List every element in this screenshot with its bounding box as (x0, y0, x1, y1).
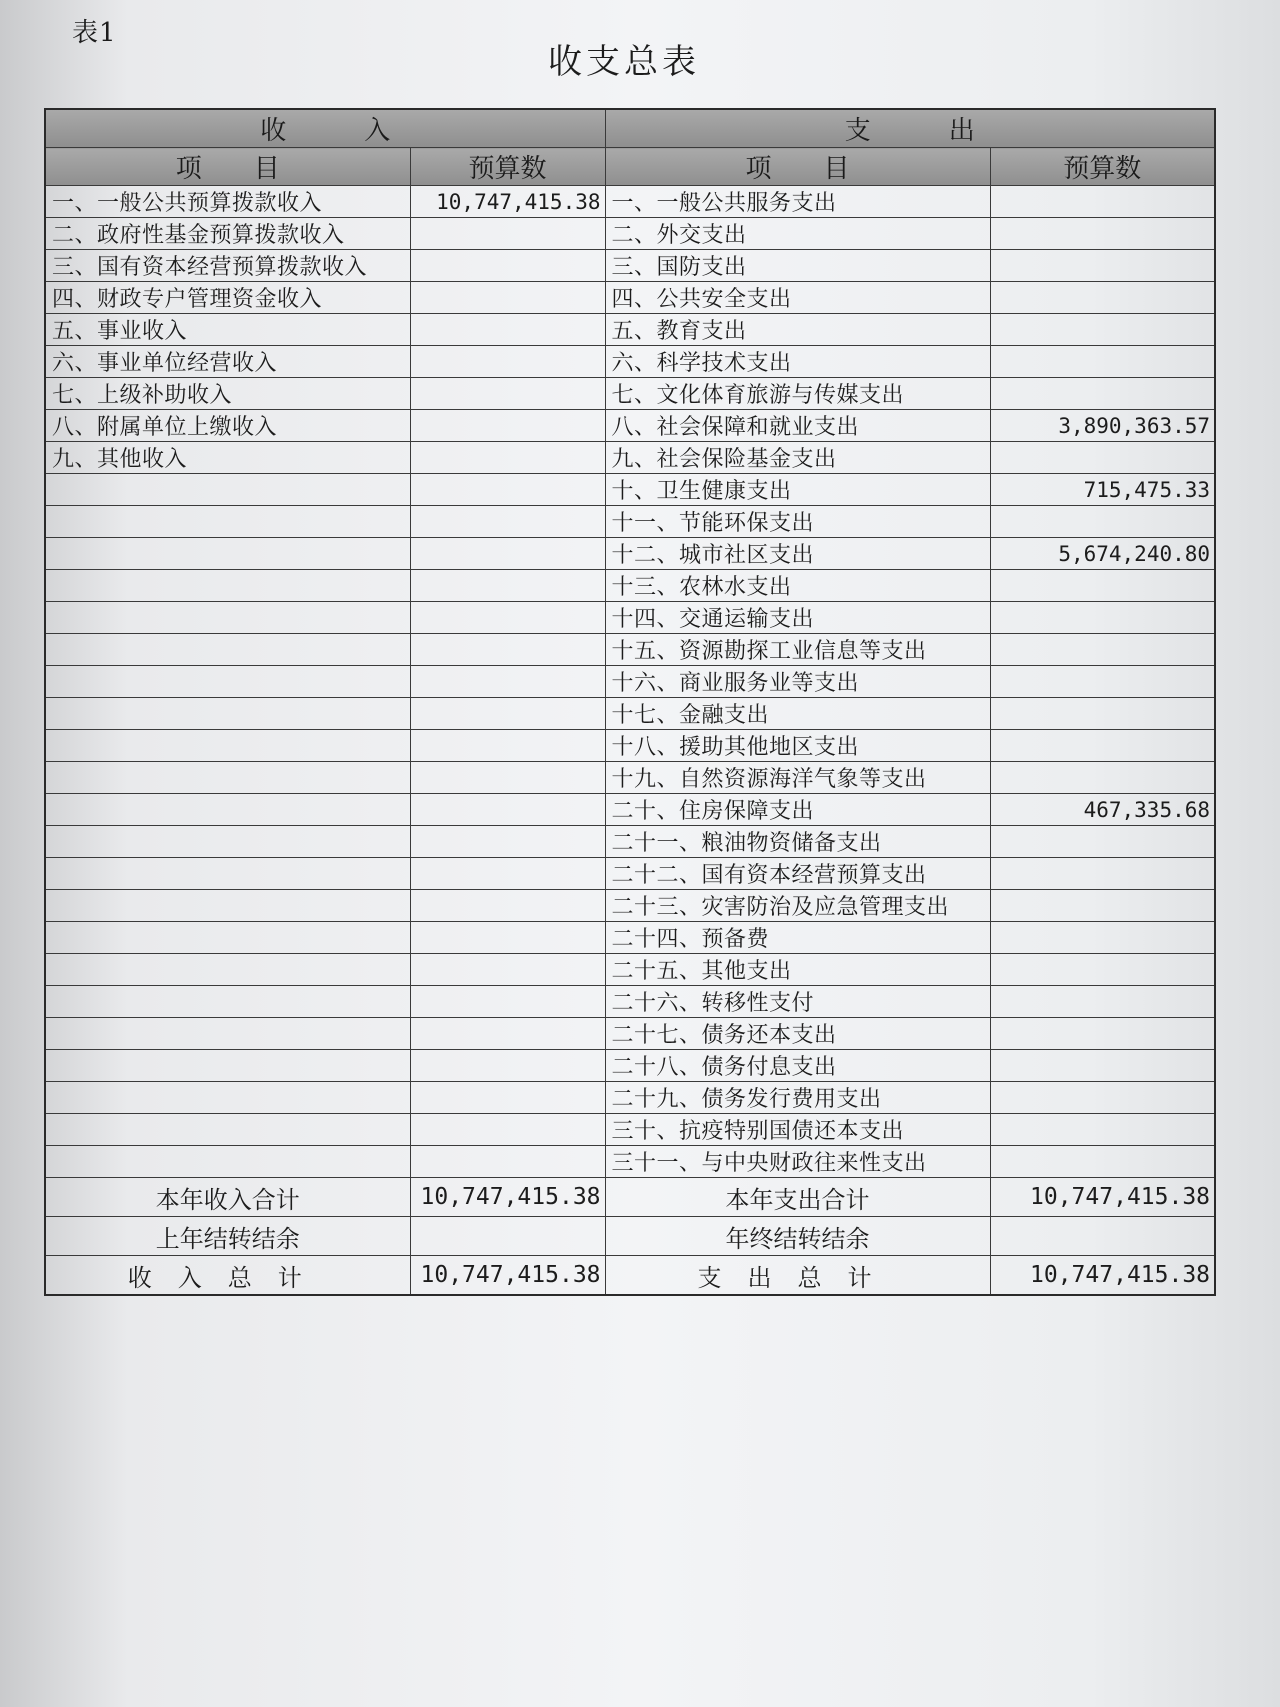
expense-item-cell: 七、文化体育旅游与传媒支出 (605, 378, 990, 410)
expense-item-cell: 二十六、转移性支付 (605, 986, 990, 1018)
income-item-cell (45, 506, 410, 538)
income-grand-total-label: 收入总计 (45, 1256, 410, 1296)
income-amount-cell (410, 890, 605, 922)
income-item-cell (45, 954, 410, 986)
table-row (45, 538, 1215, 570)
table-row (45, 1114, 1215, 1146)
income-amount-cell (410, 1114, 605, 1146)
income-amount-cell (410, 506, 605, 538)
income-amount-cell (410, 410, 605, 442)
income-year-total-label: 本年收入合计 (45, 1178, 410, 1217)
table-row (45, 570, 1215, 602)
table-row (45, 1146, 1215, 1178)
expense-item-cell: 十九、自然资源海洋气象等支出 (605, 762, 990, 794)
budget-summary-table (44, 108, 1216, 1296)
income-item-cell (45, 698, 410, 730)
expense-amount-cell (990, 762, 1215, 794)
table-row (45, 506, 1215, 538)
income-item-cell (45, 570, 410, 602)
table-row (45, 698, 1215, 730)
expense-item-cell: 八、社会保障和就业支出 (605, 410, 990, 442)
income-amount-cell (410, 922, 605, 954)
expense-amount-cell: 5,674,240.80 (990, 538, 1215, 570)
expense-item-cell: 十八、援助其他地区支出 (605, 730, 990, 762)
expense-item-cell: 十六、商业服务业等支出 (605, 666, 990, 698)
table-row (45, 250, 1215, 282)
expense-grand-total-label: 支出总计 (605, 1256, 990, 1296)
expense-amount-cell (990, 1146, 1215, 1178)
income-item-cell: 二、政府性基金预算拨款收入 (45, 218, 410, 250)
header-row-sections (45, 109, 1215, 148)
table-row (45, 794, 1215, 826)
expense-amount-cell (990, 250, 1215, 282)
expense-amount-cell (990, 282, 1215, 314)
expense-amount-cell (990, 986, 1215, 1018)
expense-item-cell: 二十五、其他支出 (605, 954, 990, 986)
table-row (45, 730, 1215, 762)
table-row (45, 986, 1215, 1018)
table-row (45, 634, 1215, 666)
income-grand-total-amount: 10,747,415.38 (410, 1256, 605, 1296)
expense-item-cell: 二十七、债务还本支出 (605, 1018, 990, 1050)
income-amount-cell (410, 1018, 605, 1050)
year-total-row (45, 1178, 1215, 1217)
expense-amount-cell (990, 186, 1215, 218)
income-amount-cell (410, 762, 605, 794)
page-title: 收支总表 (548, 42, 700, 82)
table-row (45, 442, 1215, 474)
income-amount-cell (410, 378, 605, 410)
expense-item-cell: 十、卫生健康支出 (605, 474, 990, 506)
expense-budget-header: 预算数 (990, 148, 1215, 186)
expense-amount-cell (990, 922, 1215, 954)
expense-carryover-amount (990, 1217, 1215, 1256)
expense-item-cell: 二十八、债务付息支出 (605, 1050, 990, 1082)
expense-item-cell: 二十二、国有资本经营预算支出 (605, 858, 990, 890)
income-amount-cell (410, 250, 605, 282)
income-item-cell (45, 1050, 410, 1082)
expense-item-cell: 四、公共安全支出 (605, 282, 990, 314)
income-section-header: 收 入 (45, 109, 605, 148)
expense-section-header: 支 出 (605, 109, 1215, 148)
table-row (45, 890, 1215, 922)
table-row (45, 1050, 1215, 1082)
expense-amount-cell (990, 570, 1215, 602)
expense-amount-cell (990, 1114, 1215, 1146)
income-item-cell: 九、其他收入 (45, 442, 410, 474)
expense-item-cell: 二十一、粮油物资储备支出 (605, 826, 990, 858)
income-carryover-label: 上年结转结余 (45, 1217, 410, 1256)
expense-item-cell: 三十、抗疫特别国债还本支出 (605, 1114, 990, 1146)
expense-year-total-amount: 10,747,415.38 (990, 1178, 1215, 1217)
income-item-cell (45, 1018, 410, 1050)
expense-amount-cell (990, 858, 1215, 890)
income-item-cell (45, 826, 410, 858)
expense-item-header: 项 目 (605, 148, 990, 186)
income-item-cell (45, 858, 410, 890)
income-item-cell (45, 602, 410, 634)
income-amount-cell (410, 794, 605, 826)
table-row (45, 378, 1215, 410)
income-amount-cell (410, 666, 605, 698)
income-item-cell (45, 1146, 410, 1178)
income-item-cell (45, 538, 410, 570)
expense-item-cell: 十四、交通运输支出 (605, 602, 990, 634)
expense-item-cell: 二十九、债务发行费用支出 (605, 1082, 990, 1114)
expense-amount-cell (990, 1050, 1215, 1082)
table-number: 表1 (72, 18, 117, 48)
expense-carryover-label: 年终结转结余 (605, 1217, 990, 1256)
income-amount-cell (410, 1082, 605, 1114)
income-amount-cell (410, 282, 605, 314)
expense-item-cell: 二十四、预备费 (605, 922, 990, 954)
expense-year-total-label: 本年支出合计 (605, 1178, 990, 1217)
income-item-cell (45, 794, 410, 826)
income-amount-cell (410, 1146, 605, 1178)
expense-amount-cell (990, 634, 1215, 666)
income-amount-cell (410, 634, 605, 666)
income-amount-cell (410, 538, 605, 570)
income-item-header: 项 目 (45, 148, 410, 186)
header-row-columns (45, 148, 1215, 186)
expense-item-cell: 一、一般公共服务支出 (605, 186, 990, 218)
expense-amount-cell (990, 730, 1215, 762)
expense-amount-cell (990, 1082, 1215, 1114)
table-row (45, 346, 1215, 378)
income-item-cell: 一、一般公共预算拨款收入 (45, 186, 410, 218)
income-amount-cell (410, 986, 605, 1018)
expense-item-cell: 十一、节能环保支出 (605, 506, 990, 538)
income-item-cell (45, 474, 410, 506)
income-amount-cell (410, 218, 605, 250)
income-amount-cell (410, 698, 605, 730)
expense-amount-cell (990, 218, 1215, 250)
income-amount-cell (410, 442, 605, 474)
expense-amount-cell (990, 506, 1215, 538)
expense-item-cell: 十七、金融支出 (605, 698, 990, 730)
expense-amount-cell (990, 890, 1215, 922)
income-amount-cell (410, 1050, 605, 1082)
carryover-row (45, 1217, 1215, 1256)
expense-item-cell: 五、教育支出 (605, 314, 990, 346)
table-row (45, 1018, 1215, 1050)
expense-item-cell: 九、社会保险基金支出 (605, 442, 990, 474)
expense-amount-cell: 467,335.68 (990, 794, 1215, 826)
table-body (45, 186, 1215, 1178)
table-row (45, 474, 1215, 506)
expense-item-cell: 十五、资源勘探工业信息等支出 (605, 634, 990, 666)
expense-amount-cell (990, 378, 1215, 410)
income-amount-cell (410, 346, 605, 378)
income-amount-cell (410, 826, 605, 858)
table-row (45, 282, 1215, 314)
income-item-cell (45, 1082, 410, 1114)
table-row (45, 858, 1215, 890)
income-item-cell (45, 762, 410, 794)
table-row (45, 666, 1215, 698)
table-row (45, 218, 1215, 250)
expense-item-cell: 十二、城市社区支出 (605, 538, 990, 570)
expense-amount-cell (990, 314, 1215, 346)
income-item-cell (45, 1114, 410, 1146)
income-amount-cell (410, 314, 605, 346)
income-amount-cell (410, 570, 605, 602)
expense-item-cell: 六、科学技术支出 (605, 346, 990, 378)
income-item-cell: 六、事业单位经营收入 (45, 346, 410, 378)
income-amount-cell (410, 954, 605, 986)
expense-amount-cell: 3,890,363.57 (990, 410, 1215, 442)
table-row (45, 410, 1215, 442)
expense-grand-total-amount: 10,747,415.38 (990, 1256, 1215, 1296)
expense-amount-cell (990, 1018, 1215, 1050)
table-row (45, 762, 1215, 794)
grand-total-row (45, 1256, 1215, 1296)
table-row (45, 602, 1215, 634)
income-item-cell (45, 634, 410, 666)
income-amount-cell: 10,747,415.38 (410, 186, 605, 218)
income-item-cell (45, 922, 410, 954)
expense-amount-cell (990, 442, 1215, 474)
expense-item-cell: 二十三、灾害防治及应急管理支出 (605, 890, 990, 922)
table-row (45, 922, 1215, 954)
expense-amount-cell (990, 826, 1215, 858)
table-row (45, 186, 1215, 218)
expense-amount-cell (990, 666, 1215, 698)
expense-item-cell: 三十一、与中央财政往来性支出 (605, 1146, 990, 1178)
income-item-cell (45, 890, 410, 922)
income-year-total-amount: 10,747,415.38 (410, 1178, 605, 1217)
income-budget-header: 预算数 (410, 148, 605, 186)
income-amount-cell (410, 474, 605, 506)
expense-amount-cell (990, 602, 1215, 634)
income-item-cell: 四、财政专户管理资金收入 (45, 282, 410, 314)
expense-item-cell: 二十、住房保障支出 (605, 794, 990, 826)
expense-amount-cell (990, 954, 1215, 986)
income-amount-cell (410, 602, 605, 634)
expense-item-cell: 二、外交支出 (605, 218, 990, 250)
income-item-cell: 八、附属单位上缴收入 (45, 410, 410, 442)
income-item-cell (45, 986, 410, 1018)
table-row (45, 1082, 1215, 1114)
expense-amount-cell (990, 346, 1215, 378)
income-item-cell (45, 730, 410, 762)
table-row (45, 314, 1215, 346)
table-row (45, 826, 1215, 858)
expense-amount-cell: 715,475.33 (990, 474, 1215, 506)
expense-item-cell: 十三、农林水支出 (605, 570, 990, 602)
expense-amount-cell (990, 698, 1215, 730)
income-amount-cell (410, 858, 605, 890)
income-item-cell: 五、事业收入 (45, 314, 410, 346)
table-row (45, 954, 1215, 986)
income-item-cell: 三、国有资本经营预算拨款收入 (45, 250, 410, 282)
income-carryover-amount (410, 1217, 605, 1256)
income-item-cell: 七、上级补助收入 (45, 378, 410, 410)
expense-item-cell: 三、国防支出 (605, 250, 990, 282)
income-item-cell (45, 666, 410, 698)
income-amount-cell (410, 730, 605, 762)
